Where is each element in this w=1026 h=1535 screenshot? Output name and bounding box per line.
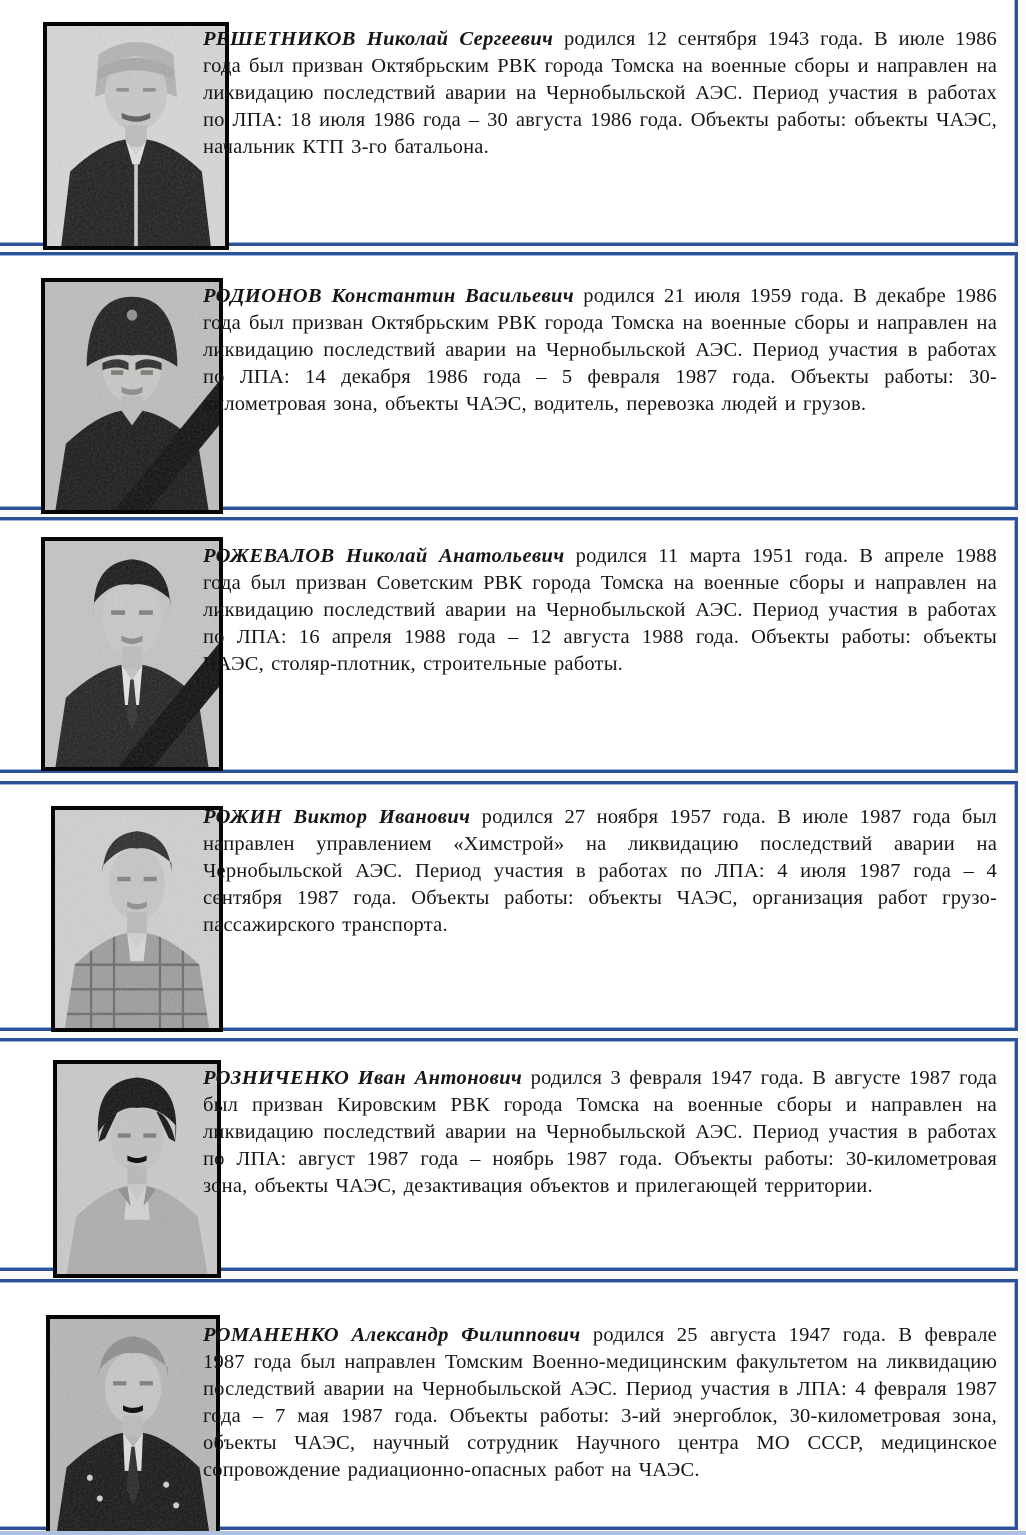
entry-text	[203, 283, 997, 418]
portrait-photo	[51, 806, 223, 1032]
entry-text	[203, 1065, 997, 1200]
entry-text	[203, 804, 997, 939]
liquidator-entry-roznichenko	[0, 1038, 1018, 1271]
portrait-photo	[43, 22, 229, 250]
person-name: РОЗНИЧЕНКО Иван Антонович	[203, 1067, 523, 1089]
liquidator-entry-romanenko	[0, 1279, 1018, 1530]
portrait-illustration	[47, 26, 225, 246]
liquidator-entry-reshetnikov	[0, 0, 1018, 246]
entry-bio: родился 3 февраля 1947 года. В августе 1987 года был призван Кировским РВК города Томска на военные сборы и направлен на ликвидацию последствий аварии на Чернобыльской АЭС. Период участия в работах по ЛПА: август 1987 года – ноябрь 1987 года. Объекты работы: 30-километровая зона, объекты ЧАЭС, дезактивация объектов и прилегающей территории.	[203, 1067, 997, 1197]
person-name: РОЖЕВАЛОВ Николай Анатольевич	[203, 545, 565, 567]
entry-bio: родился 21 июля 1959 года. В декабре 1986 года был призван Октябрьским РВК города Томска на военные сборы и направлен на ликвидацию последствий аварии на Чернобыльской АЭС. Период участия в работах по ЛПА: 14 декабря 1986 года – 5 февраля 1987 года. Объекты работы: 30-километровая зона, объекты ЧАЭС, водитель, перевозка людей и грузов.	[203, 285, 997, 415]
liquidator-entry-rozhevalov	[0, 517, 1018, 773]
liquidator-entry-rodionov	[0, 252, 1018, 510]
entry-bio: родился 27 ноября 1957 года. В июле 1987 года был направлен управлением «Химстрой» на ликвидацию последствий аварии на Чернобыльской АЭС. Период участия в работах по ЛПА: 4 июля 1987 года – 4 сентября 1987 года. Объекты работы: объекты ЧАЭС, организация работ грузо-пассажирского транспорта.	[203, 806, 997, 936]
portrait-illustration	[50, 1319, 216, 1533]
portrait-photo	[41, 278, 223, 514]
entry-text	[203, 26, 997, 161]
entry-text	[203, 1322, 997, 1484]
person-name: РОЖИН Виктор Иванович	[203, 806, 471, 828]
person-name: РОМАНЕНКО Александр Филиппович	[203, 1324, 581, 1346]
portrait-illustration	[45, 541, 219, 767]
page-bottom-edge	[0, 1531, 1026, 1535]
entry-bio: родился 25 августа 1947 года. В феврале 1987 года был направлен Томским Военно-медицинским факультетом на ликвидацию последствий аварии на Чернобыльской АЭС. Период участия в ЛПА: 4 февраля 1987 года – 7 мая 1987 года. Объекты работы: 3-ий энергоблок, 30-километровая зона, объекты ЧАЭС, научный сотрудник Научного центра МО СССР, медицинское сопровождение радиационно-опасных работ на ЧАЭС.	[203, 1324, 997, 1481]
portrait-photo	[41, 537, 223, 771]
person-name: РЕШЕТНИКОВ Николай Сергеевич	[203, 28, 554, 50]
portrait-photo	[46, 1315, 220, 1535]
portrait-illustration	[57, 1064, 217, 1274]
entry-text	[203, 543, 997, 678]
entry-bio: родился 11 марта 1951 года. В апреле 1988 года был призван Советским РВК города Томска на военные сборы и направлен на ликвидацию последствий аварии на Чернобыльской АЭС. Период участия в работах по ЛПА: 16 апреля 1988 года – 12 августа 1988 года. Объекты работы: объекты ЧАЭС, столяр-плотник, строительные работы.	[203, 545, 997, 675]
entry-bio: родился 12 сентября 1943 года. В июле 1986 года был призван Октябрьским РВК города Томска на военные сборы и направлен на ликвидацию последствий аварии на Чернобыльской АЭС. Период участия в работах по ЛПА: 18 июля 1986 года – 30 августа 1986 года. Объекты работы: объекты ЧАЭС, начальник КТП 3-го батальона.	[203, 28, 997, 158]
liquidator-entry-rozhin	[0, 781, 1018, 1031]
person-name: РОДИОНОВ Константин Васильевич	[203, 285, 575, 307]
portrait-photo	[53, 1060, 221, 1278]
portrait-illustration	[45, 282, 219, 510]
portrait-illustration	[55, 810, 219, 1028]
